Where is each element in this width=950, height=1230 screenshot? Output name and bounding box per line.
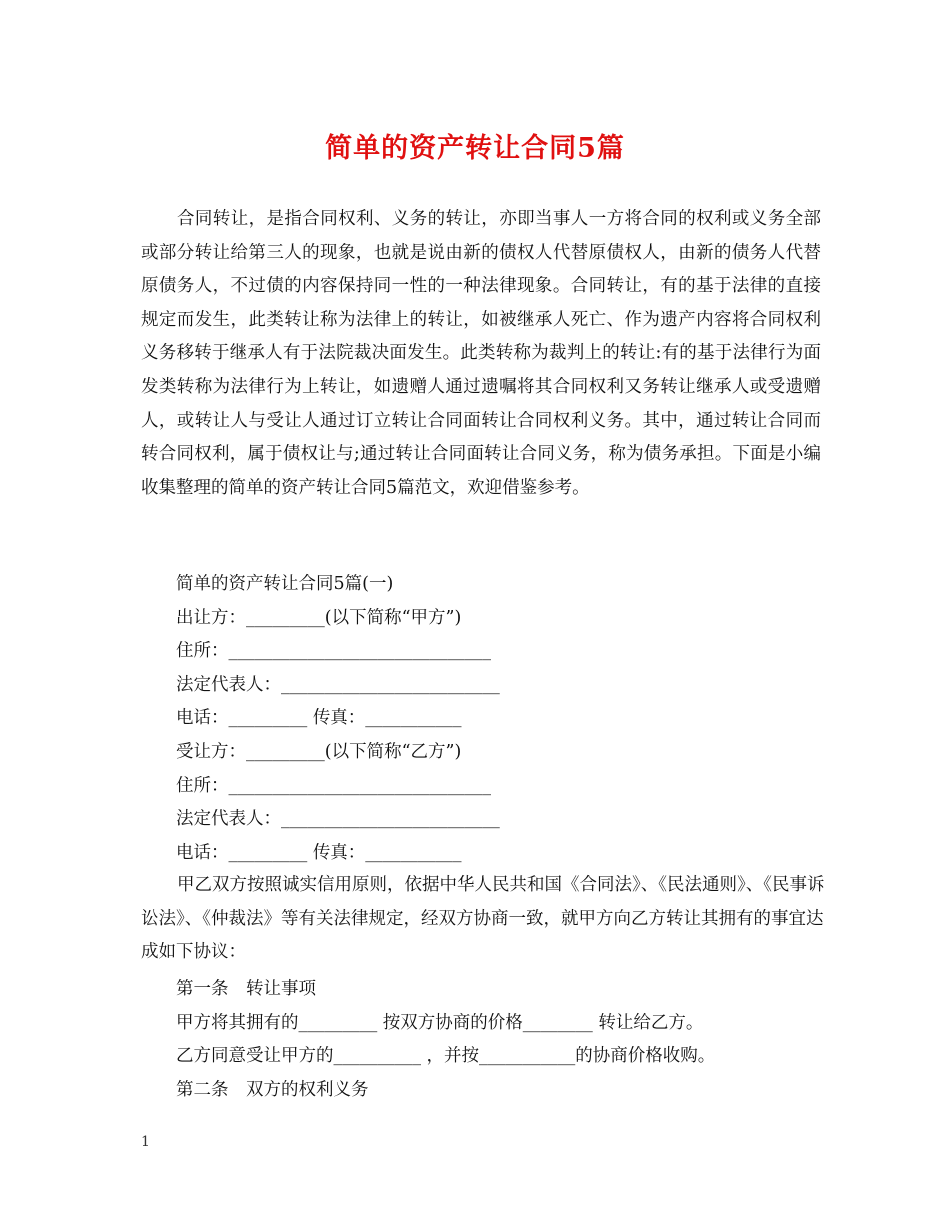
transferee-line: 受让方：_________(以下简称“乙方”): [176, 741, 462, 762]
document-title: 简单的资产转让合同5篇: [325, 133, 625, 164]
clause-line: 甲方将其拥有的_________ 按双方协商的价格________ 转让给乙方。: [176, 1012, 704, 1033]
page-number: 1: [141, 1134, 150, 1150]
transferor-representative-line: 法定代表人：_________________________: [176, 674, 500, 695]
clauses-block: [176, 973, 836, 1107]
clause-line: 乙方同意受让甲方的__________ ，并按___________的协商价格收购。: [176, 1046, 716, 1067]
intro-paragraph: 合同转让，是指合同权利、义务的转让，亦即当事人一方将合同的权利或义务全部或部分转让给第三人的现象，也就是说由新的债权人代替原债权人，由新的债务人代替原债务人，不过债的内容保持同一性的一种法律现象。合同转让，有的基于法律的直接规定而发生，此类转让称为法律上的转让，如被继承人死亡、作为遗产内容将合同权利义务移转于继承人有于法院裁决面发生。此类转称为裁判上的转让:有的基于法律行为面发类转称为法律行为上转让，如遗赠人通过遗嘱将其合同权利又务转让继承人或受遗赠人，或转让人与受让人通过订立转让合同面转让合同权利义务。其中，通过转让合同而转合同权利，属于债权让与;通过转让合同面转让合同义务，称为债务承担。下面是小编收集整理的简单的资产转让合同5篇范文，欢迎借鉴参考。: [141, 209, 821, 498]
party-info-block: [176, 568, 836, 870]
transferor-contact-line: 电话：_________ 传真：___________: [176, 708, 462, 729]
clause-heading: 第二条 双方的权利义务: [176, 1079, 369, 1100]
clause-heading: 第一条 转让事项: [176, 979, 316, 999]
transferor-address-line: 住所：______________________________: [176, 641, 491, 662]
transferee-representative-line: 法定代表人：_________________________: [176, 809, 500, 830]
section-heading: 简单的资产转让合同5篇(一): [176, 574, 394, 594]
transferee-contact-line: 电话：_________ 传真：___________: [176, 842, 462, 863]
transferor-line: 出让方：_________(以下简称“甲方”): [176, 607, 462, 628]
transferee-address-line: 住所：______________________________: [176, 775, 491, 796]
agreement-paragraph: 甲乙双方按照诚实信用原则，依据中华人民共和国《合同法》、《民法通则》、《民事诉讼法》、《仲裁法》等有关法律规定，经双方协商一致，就甲方向乙方转让其拥有的事宜达成如下协议：: [141, 875, 825, 963]
